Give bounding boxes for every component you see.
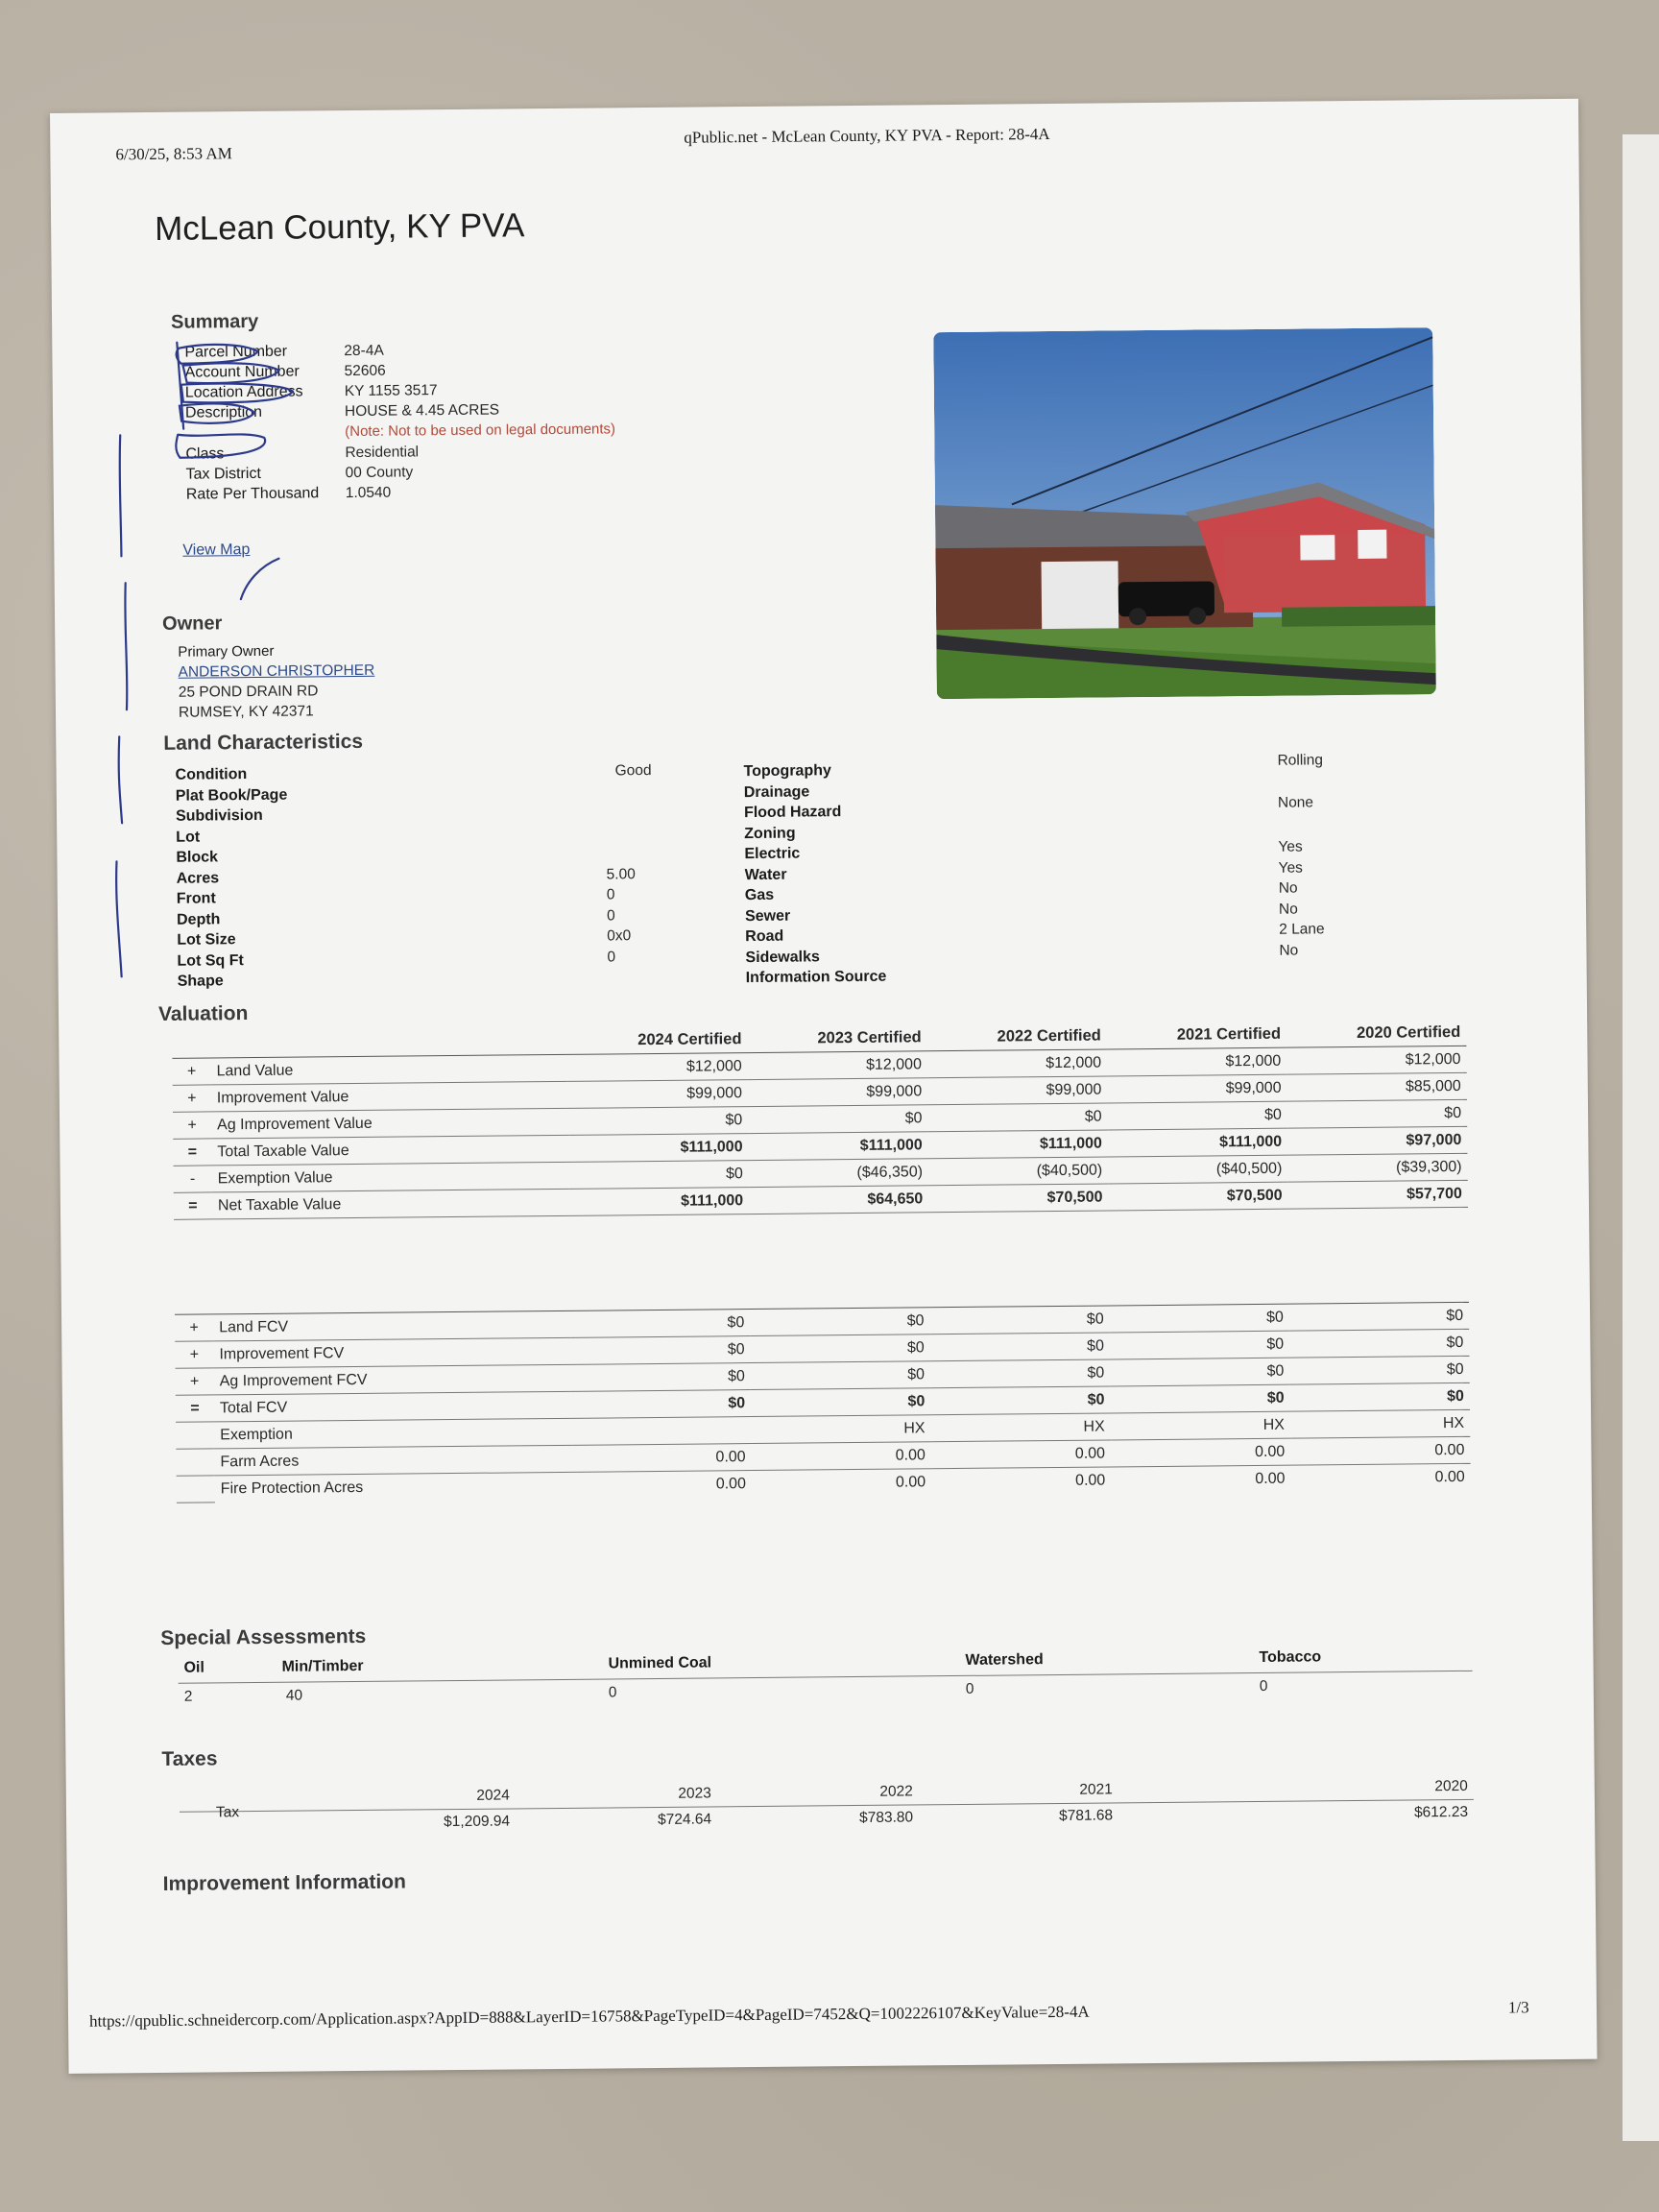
summary-label: Class [185,445,225,463]
summary-label: Tax District [185,465,261,483]
cell-value: $64,650 [749,1186,928,1214]
cell-value: ($40,500) [1108,1155,1287,1184]
cell-value: $0 [1289,1356,1470,1384]
cell-value: HX [1111,1411,1290,1440]
land-label: Condition [175,766,248,783]
cell-value: $111,000 [568,1134,748,1163]
land-label: Lot Sq Ft [177,951,244,970]
account-number: 52606 [344,362,386,380]
land-label: Lot [176,829,201,846]
electric-value: Yes [1278,838,1303,855]
summary-label: Rate Per Thousand [185,485,320,503]
summary-label: Parcel Number [184,343,288,361]
min-timber-value: 40 [285,1687,303,1704]
row-label: Land FCV [213,1310,570,1341]
cell-value: 0.00 [895,1474,926,1491]
tobacco-value: 0 [1259,1677,1268,1695]
land-label: Flood Hazard [743,804,842,822]
row-sign: + [175,1341,213,1368]
summary-label: Description [184,403,263,421]
cell-value: $0 [750,1334,929,1363]
rate-per-thousand: 1.0540 [345,484,392,502]
depth-value: 0 [606,906,615,924]
class-value: Residential [345,444,420,462]
cell-value: ($46,350) [749,1159,928,1188]
cell-value: $111,000 [1108,1128,1287,1157]
property-photo [933,327,1436,699]
taxes-heading: Taxes [161,1747,218,1770]
cell-value: $99,000 [568,1080,748,1109]
cell-value: $0 [1110,1304,1289,1333]
cell-value: $0 [1287,1099,1468,1128]
tax-year: 2024 [476,1787,510,1804]
col-header: Watershed [965,1651,1044,1669]
land-label: Depth [176,910,221,928]
cell-value: 0.00 [1290,1436,1471,1465]
topography-value: Rolling [1277,752,1324,769]
cell-value: 0.00 [1434,1468,1465,1485]
valuation-table [172,1023,1468,1220]
cell-value: $12,000 [927,1049,1107,1078]
lot-sqft-value: 0 [607,948,616,965]
cell-value: $0 [570,1310,750,1338]
row-label: Land Value [210,1054,567,1085]
owner-heading: Owner [162,613,223,635]
col-header: Tobacco [1259,1648,1322,1666]
description: HOUSE & 4.45 ACRES [344,401,500,421]
row-label: Fire Protection Acres [220,1479,364,1498]
front-value: 0 [606,886,615,903]
cell-value: $0 [1108,1101,1287,1130]
cell-value: $0 [1289,1329,1470,1358]
adjacent-paper-edge [1623,134,1659,2141]
row-sign: + [173,1112,211,1139]
cell-value: $0 [569,1161,749,1190]
owner-address-line1: 25 POND DRAIN RD [178,683,319,701]
summary-label: Account Number [184,363,300,381]
cell-value: $111,000 [748,1132,927,1161]
cell-value: $0 [929,1306,1109,1334]
row-sign: - [174,1166,212,1192]
row-sign [177,1476,215,1503]
tax-amount: $724.64 [657,1811,712,1829]
summary-heading: Summary [170,310,259,333]
view-map-link[interactable]: View Map [182,541,251,559]
row-sign: = [176,1395,214,1422]
page-title: McLean County, KY PVA [154,206,525,248]
cell-value: $0 [1289,1302,1470,1331]
land-label: Sidewalks [745,948,820,966]
land-label: Electric [744,845,801,863]
cell-value: 0.00 [1075,1472,1106,1489]
valuation-heading: Valuation [157,1002,249,1025]
cell-value: $0 [1290,1382,1471,1411]
improvement-heading: Improvement Information [162,1870,407,1895]
cell-value: $0 [930,1333,1110,1361]
tax-amount: $783.80 [858,1809,914,1826]
tax-district: 00 County [345,464,414,482]
tax-amount: $1,209.94 [444,1813,511,1831]
land-label: Gas [744,886,775,904]
tax-year: 2022 [879,1783,913,1800]
year-header: 2023 Certified [817,1028,922,1047]
year-header: 2020 Certified [1356,1022,1461,1042]
row-label: Total FCV [214,1391,571,1422]
cell-value: $57,700 [1287,1180,1468,1209]
owner-address-line2: RUMSEY, KY 42371 [178,703,314,721]
land-label: Shape [177,973,224,990]
land-label: Lot Size [177,931,236,949]
cell-value: HX [751,1415,930,1444]
cell-value: $0 [1110,1331,1289,1359]
cell-value: $0 [568,1107,748,1136]
cell-value: $70,500 [1108,1182,1287,1211]
pen-margin-line [118,736,122,823]
pen-margin-line [119,435,121,556]
printed-page [50,99,1598,2074]
land-label: Road [745,927,784,946]
print-footer-url: https://qpublic.schneidercorp.com/Application.aspx?AppID=888&LayerID=16758&PageTypeID=4&PageID=7452&Q=1002226107&KeyValue=28-4A [88,2002,1090,2031]
cell-value: HX [930,1413,1110,1442]
row-sign: + [173,1085,211,1112]
cell-value: 0.00 [715,1475,747,1493]
row-label: Net Taxable Value [212,1189,569,1219]
print-page-title: qPublic.net - McLean County, KY PVA - Report: 28-4A [684,125,1050,147]
cell-value: $111,000 [928,1130,1108,1159]
row-sign [176,1449,214,1476]
tax-year: 2020 [1434,1777,1468,1795]
cell-value: $0 [750,1308,929,1336]
pen-curve-mark [240,559,278,599]
cell-value: 0.00 [931,1440,1111,1469]
cell-value: $0 [571,1363,751,1392]
row-label: Improvement Value [211,1081,568,1112]
sewer-value: No [1278,901,1298,918]
cell-value [571,1417,751,1446]
cell-value: $12,000 [1107,1047,1286,1076]
cell-value: HX [1290,1409,1471,1438]
col-header: Oil [183,1659,204,1676]
road-value: 2 Lane [1279,921,1325,938]
house-image [933,327,1436,699]
row-label: Total Taxable Value [211,1135,568,1166]
row-label: Farm Acres [214,1445,571,1476]
cell-value: $0 [751,1361,930,1390]
land-label: Topography [743,762,831,781]
cell-value: $12,000 [567,1053,747,1082]
land-label: Acres [176,869,220,887]
owner-name-link[interactable]: ANDERSON CHRISTOPHER [178,661,375,681]
special-assessments-heading: Special Assessments [160,1624,367,1649]
cell-value: $97,000 [1287,1126,1468,1155]
lot-size-value: 0x0 [607,927,632,945]
flood-hazard-value: None [1277,794,1314,811]
land-label: Front [176,890,216,907]
cell-value: ($40,500) [928,1157,1108,1186]
primary-owner-label: Primary Owner [178,642,275,661]
land-label: Information Source [745,968,887,987]
cell-value: $12,000 [748,1051,927,1080]
land-label: Plat Book/Page [175,786,288,805]
cell-value: $111,000 [569,1188,749,1216]
year-header: 2022 Certified [997,1026,1101,1046]
cell-value: $0 [748,1105,927,1134]
year-header: 2024 Certified [637,1030,742,1049]
year-header: 2021 Certified [1176,1024,1282,1044]
cell-value: 0.00 [1111,1438,1290,1467]
row-sign: + [172,1058,210,1085]
cell-value: $0 [570,1336,750,1365]
row-sign [176,1422,214,1449]
row-sign: = [174,1192,212,1219]
land-heading: Land Characteristics [163,730,364,755]
land-label: Water [744,866,787,883]
cell-value: $0 [751,1388,930,1417]
taxes-table [180,1776,1474,1836]
parcel-number: 28-4A [344,342,384,360]
pen-margin-line [116,861,122,976]
cell-value: $0 [571,1390,751,1419]
cell-value: $99,000 [748,1078,927,1107]
water-value: Yes [1278,859,1303,877]
cell-value: $85,000 [1286,1072,1467,1101]
cell-value: $12,000 [1286,1046,1467,1074]
col-header: Unmined Coal [608,1654,712,1672]
row-sign: + [175,1314,213,1341]
cell-value: $0 [930,1359,1110,1388]
row-sign: = [173,1139,211,1166]
land-label: Subdivision [175,806,263,825]
tax-amount: $612.23 [1413,1803,1469,1821]
cell-value: 0.00 [752,1442,931,1471]
legal-note: (Note: Not to be used on legal documents) [345,421,616,441]
land-label: Drainage [743,782,810,801]
tax-amount: $781.68 [1058,1807,1114,1824]
row-label: Exemption Value [212,1162,569,1192]
summary-label: Location Address [184,383,303,401]
row-label: Improvement FCV [213,1337,570,1368]
cell-value: $0 [930,1386,1110,1415]
cell-value: $0 [927,1103,1107,1132]
cell-value: $70,500 [928,1184,1108,1213]
land-label: Sewer [744,907,791,925]
row-sign: + [176,1368,214,1395]
land-label: Zoning [744,825,796,842]
row-label: Exemption [214,1418,571,1449]
pen-margin-line [125,583,127,709]
cell-value: ($39,300) [1287,1153,1468,1182]
oil-value: 2 [183,1688,193,1705]
cell-value: $99,000 [927,1076,1107,1105]
row-label: Ag Improvement Value [211,1108,568,1139]
watershed-value: 0 [965,1680,974,1697]
location-address: KY 1155 3517 [344,382,438,400]
acres-value: 5.00 [606,865,636,882]
cell-value: 0.00 [571,1444,751,1473]
gas-value: No [1278,879,1298,897]
unmined-coal-value: 0 [608,1684,617,1701]
print-page-number: 1/3 [1507,1998,1529,2017]
tax-label: Tax [215,1804,240,1821]
tax-year: 2023 [678,1785,711,1802]
land-label: Block [176,849,219,866]
cell-value: 0.00 [1255,1470,1286,1487]
condition-value: Good [614,762,652,780]
sidewalks-value: No [1279,942,1299,959]
print-datetime: 6/30/25, 8:53 AM [115,144,232,164]
fcv-table [175,1302,1471,1503]
row-label: Ag Improvement FCV [214,1364,571,1395]
tax-year: 2021 [1079,1781,1113,1798]
col-header: Min/Timber [281,1657,364,1675]
cell-value: $99,000 [1107,1074,1286,1103]
cell-value: $0 [1110,1358,1289,1386]
cell-value: $0 [1110,1384,1289,1413]
